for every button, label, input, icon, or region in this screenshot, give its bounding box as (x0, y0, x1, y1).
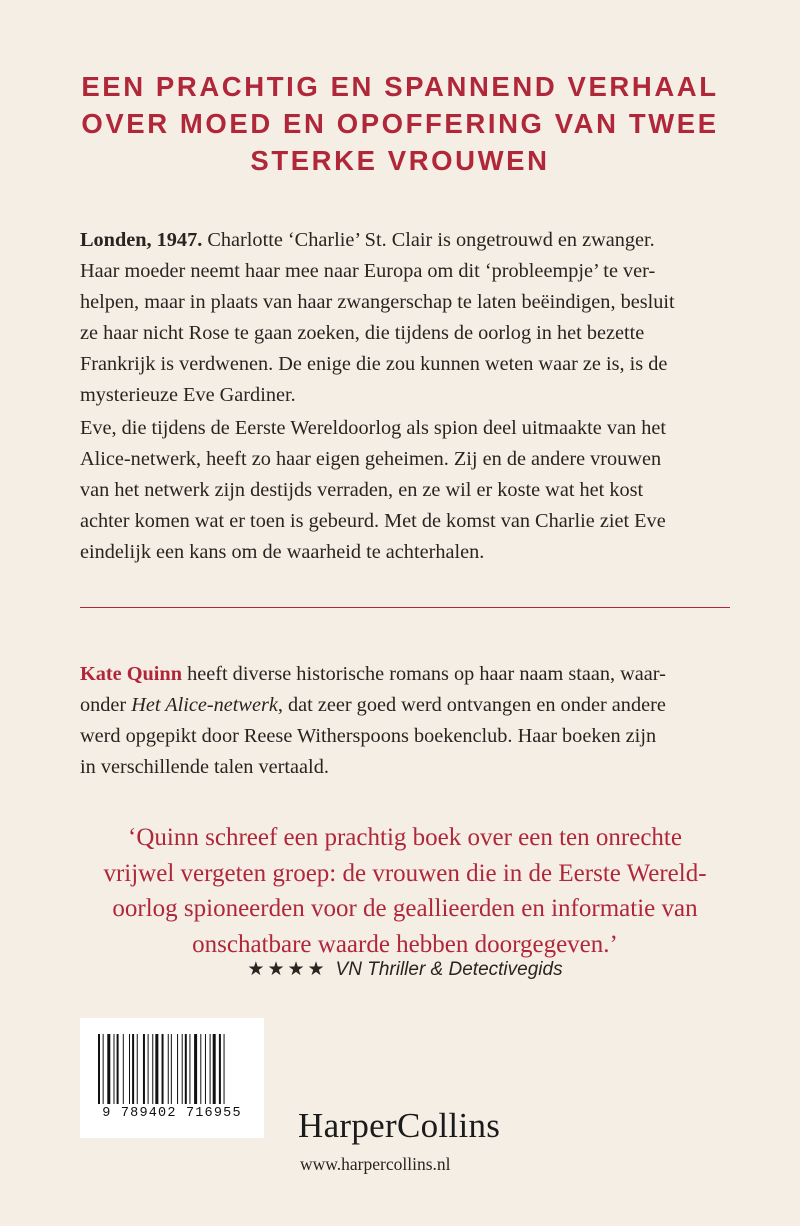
blurb-line: Frankrijk is verdwenen. De enige die zou kunnen weten waar ze is, is de (80, 353, 668, 375)
blurb-line: achter komen wat er toen is gebeurd. Met de komst van Charlie ziet Eve (80, 510, 666, 532)
barcode-bar (123, 1034, 124, 1104)
barcode-bar (185, 1034, 187, 1104)
rating-stars: ★★★★ (247, 959, 328, 980)
barcode-bar (168, 1034, 169, 1104)
publisher-logo: HarperCollins (298, 1106, 501, 1145)
quote-line: ‘Quinn schreef een prachtig boek over een ten onrechte (128, 824, 682, 851)
barcode-bar (148, 1034, 149, 1104)
publisher-website: www.harpercollins.nl (300, 1154, 451, 1174)
blurb-line: Alice-netwerk, heeft zo haar eigen geheimen. Zij en de andere vrouwen (80, 448, 662, 470)
barcode-bar (194, 1034, 197, 1104)
barcode-bar (224, 1034, 225, 1104)
barcode-bar (98, 1034, 100, 1104)
author-line-rest: , dat zeer goed werd ontvangen en onder andere (277, 694, 666, 716)
barcode-bar (137, 1034, 138, 1104)
barcode-bar (171, 1034, 172, 1104)
barcode-bar (177, 1034, 178, 1104)
barcode-bars (98, 1034, 248, 1104)
review-source (0, 958, 800, 981)
blurb-paragraph-1 (80, 225, 730, 411)
blurb-line: Haar moeder neemt haar mee naar Europa om dit ‘probleempje’ te ver- (80, 260, 656, 282)
review-source-name: VN Thriller & Detectivegids (335, 959, 563, 980)
barcode-bar (143, 1034, 145, 1104)
barcode-bar (129, 1034, 130, 1104)
barcode-bar (182, 1034, 183, 1104)
barcode-bar (162, 1034, 164, 1104)
barcode-bar (213, 1034, 216, 1104)
author-bio (80, 659, 730, 783)
author-line-rest: heeft diverse historische romans op haar naam staan, waar- (182, 663, 666, 685)
author-line (80, 690, 730, 721)
blurb-line: eindelijk een kans om de waarheid te achterhalen. (80, 541, 485, 563)
barcode-bar (103, 1034, 104, 1104)
barcode (80, 1018, 264, 1138)
barcode-bar (210, 1034, 211, 1104)
blurb-line: mysterieuze Eve Gardiner. (80, 384, 296, 406)
author-line: werd opgepikt door Reese Witherspoons boekenclub. Haar boeken zijn (80, 725, 657, 747)
headline-line: EEN PRACHTIG EN SPANNEND VERHAAL (81, 71, 719, 102)
blurb-lead: Londen, 1947. (80, 229, 203, 251)
headline-line: STERKE VROUWEN (250, 145, 550, 176)
quote-line: vrijwel vergeten groep: de vrouwen die in de Eerste Wereld- (103, 859, 707, 887)
blurb-line: van het netwerk zijn destijds verraden, en ze wil er koste wat het kost (80, 479, 644, 501)
barcode-bar (200, 1034, 201, 1104)
author-name: Kate Quinn (80, 663, 182, 685)
author-line: in verschillende talen vertaald. (80, 756, 329, 778)
barcode-bar (114, 1034, 115, 1104)
blurb-line (80, 225, 730, 256)
barcode-bar (189, 1034, 190, 1104)
author-line (80, 659, 730, 690)
blurb-line: Eve, die tijdens de Eerste Wereldoorlog als spion deel uitmaakte van het (80, 417, 666, 439)
barcode-bar (132, 1034, 134, 1104)
quote-line: oorlog spioneerden voor de geallieerden en informatie van (112, 895, 698, 922)
blurb-line-rest: Charlotte ‘Charlie’ St. Clair is ongetrouwd en zwanger. (202, 229, 655, 251)
barcode-bar (107, 1034, 110, 1104)
book-title: Het Alice-netwerk (131, 694, 278, 716)
headline-line: OVER MOED EN OPOFFERING VAN TWEE (81, 108, 719, 139)
review-quote (0, 820, 800, 962)
barcode-bar (219, 1034, 221, 1104)
barcode-bar (152, 1034, 153, 1104)
barcode-bar (155, 1034, 158, 1104)
section-divider (80, 607, 730, 608)
isbn-number: 9 789402 716955 (102, 1106, 242, 1121)
barcode-bar (205, 1034, 206, 1104)
blurb-line: ze haar nicht Rose te gaan zoeken, die tijdens de oorlog in het bezette (80, 322, 645, 344)
quote-line: onschatbare waarde hebben doorgegeven.’ (192, 930, 618, 958)
author-line-pre: onder (80, 694, 132, 716)
blurb-line: helpen, maar in plaats van haar zwangerschap te laten beëindigen, besluit (80, 291, 675, 313)
headline (0, 68, 800, 179)
barcode-bar (117, 1034, 119, 1104)
blurb-paragraph-2 (80, 413, 730, 568)
